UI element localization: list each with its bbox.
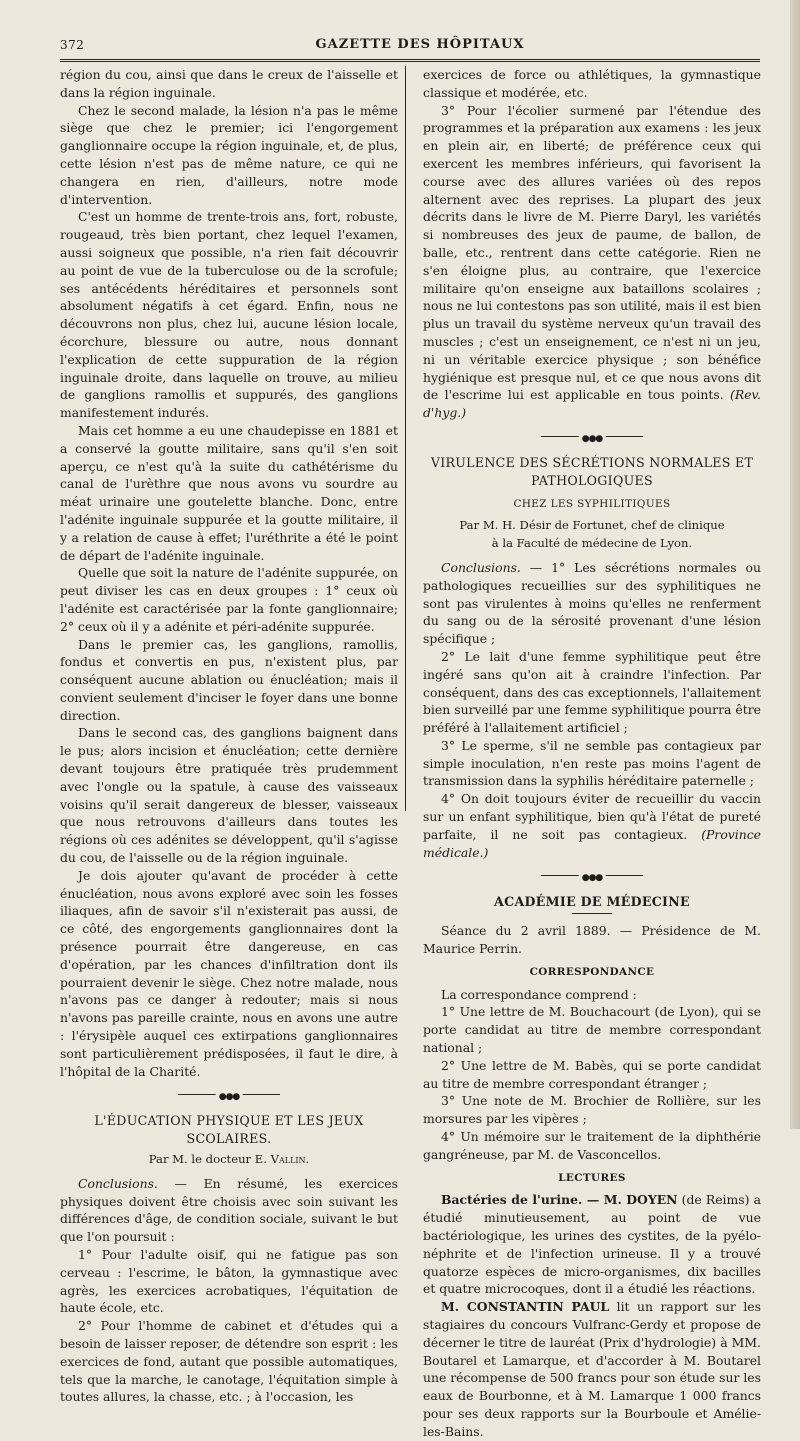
paragraph: 3° Le sperme, s'il ne semble pas contagieux par simple inoculation, n'en reste pas moins l'agent de transmission dans la syphilis héréditaire paternelle ; [423,737,761,789]
header-rule [60,59,760,62]
paragraph-text: — 1° Les sécrétions normales ou pathologiques recueillies sur des syphilitiques ne sont pas virulentes à moins qu'elles ne renferment du sang ou de la sérosité provenant d'une lésion spécifique ; [423,559,761,647]
author-name: Vallin. [270,1152,310,1167]
paragraph: 2° Une lettre de M. Babès, qui se porte candidat au titre de membre correspondant étranger ; [423,1057,761,1091]
paragraph: 2° Pour l'homme de cabinet et d'études qui a besoin de laisser reposer, de détendre son esprit : les exercices de fond, autant que possible automatiques, tels que la marche, le canotage, l'équitation simple à toutes allures, la chasse, etc. ; à l'occasion, les [60,1318,398,1405]
paragraph [423,102,761,422]
paragraph: 1° Pour l'adulte oisif, qui ne fatigue pas son cerveau : l'escrime, le bâton, la gymnastique avec agrès, les exercices acrobatiques, l'équitation de haute école, etc. [60,1247,398,1316]
section-ornament: ●●● [60,1088,398,1102]
paragraph: 3° Une note de M. Brochier de Rollière, sur les morsures par les vipères ; [423,1093,761,1127]
paragraph: Je dois ajouter qu'avant de procéder à cette énucléation, nous avons exploré avec soin les fosses iliaques, afin de savoir s'il n'existerait pas aussi, de ce côté, des engorgements ganglionnaires dont la présence pourrait être dangereuse, en cas d'opération, par les chances d'infiltration dont ils pourraient devenir le siège. Chez notre malade, nous n'avons pas ce danger à redouter; mais si nous n'avons pas pareille crainte, nous en avons une autre : l'érysipèle auquel ces extirpations ganglionnaires sont particulièrement prédisposées, il faut le dire, à l'hôpital de la Charité. [60,867,398,1079]
paragraph: 4° Un mémoire sur le traitement de la diphthérie gangréneuse, par M. de Vasconcellos. [423,1129,761,1162]
paragraph: 1° Une lettre de M. Bouchacourt (de Lyon), qui se porte candidat au titre de membre correspondant national ; [423,1004,761,1056]
paragraph: Dans le premier cas, les ganglions, ramollis, fondus et convertis en pus, n'existent plus, par conséquent aucune ablation ou énucléation; mais il convient seulement d'inciser le foyer dans une bonne direction. [60,636,398,723]
page-number: 372 [60,38,85,52]
lead-in: Bactéries de l'urine. — M. DOYEN [441,1192,678,1208]
paragraph-text: 3° Pour l'écolier surmené par l'étendue des programmes et la préparation aux examens : les jeux en plein air, en liberté; de préférence ceux qui exercent les membres inférieurs, qui favorisent la course avec des allures variées où des repos alternent avec des reprises. La plupart des jeux décrits dans le livre de M. Pierre Daryl, les variétés si nombreuses des jeux de paume, de ballon, de balle, etc., rentrent dans cette catégorie. Rien ne s'en éloigne plus, au contraire, que l'exercice militaire qu'on enseigne aux bataillons scolaires ; nous ne lui contestons pas son utilité, mais il est bien plus un travail du système nerveux qu'un travail des muscles ; c'est un enseignement, ce n'est ni un jeu, ni un véritable exercice physique ; son bénéfice hygiénique est presque nul, et ce que nous avons dit de l'escrime lui est applicable en tous points. [423,102,761,403]
paragraph [423,790,761,861]
paragraph-text: — En résumé, les exercices physiques doivent être choisis avec soin suivant les différences d'âge, de condition sociale, suivant le but que l'on poursuit : [60,1175,398,1245]
page-header [60,38,780,56]
section-ornament: ●●● [423,430,761,444]
paragraph-text: (de Reims) a étudié minutieusement, au point de vue bactériologique, les urines des cystites, de la pyélo-néphrite et de l'infection urineuse. Il y a trouvé quatorze espèces de micro-organismes, dix bacilles et quatre microcoques, dont il a étudié les réactions. [423,1192,761,1297]
conclusions-label: Conclusions. [441,559,521,575]
paragraph: 2° Le lait d'une femme syphilitique peut être ingéré sans qu'on ait à craindre l'infection. Par conséquent, dans des cas exceptionnels, l'allaitement bien surveillé par une femme syphilitique pourra être préféré à l'allaitement artificiel ; [423,648,761,736]
correspondance-heading: CORRESPONDANCE [529,965,655,978]
section-ornament: ●●● [423,869,761,883]
paragraph: Chez le second malade, la lésion n'a pas le même siège que chez le premier; ici l'engorgement ganglionnaire occupe la région inguinale, et, de plus, cette lésion n'est pas de même nature, ce qui ne changera en rien, d'ailleurs, notre mode d'intervention. [60,102,398,207]
paragraph [60,1175,398,1246]
academy-title: ACADÉMIE DE MÉDECINE [494,894,690,910]
right-column [423,66,761,1441]
left-column [60,66,398,1406]
section-subtitle: CHEZ LES SYPHILITIQUES [513,497,671,510]
source-citation: (Province médicale.) [423,826,761,860]
paragraph: région du cou, ainsi que dans le creux de l'aisselle et dans la région inguinale. [60,67,398,100]
lead-in: M. CONSTANTIN PAUL [441,1299,610,1315]
journal-title: GAZETTE DES HÔPITAUX [315,37,525,52]
byline-prefix: Par M. le docteur E. [148,1152,267,1167]
page-edge [790,0,800,1129]
paragraph-text: lit un rapport sur les stagiaires du concours Vulfranc-Gerdy et propose de décerner le titre de lauréat (Prix d'hydrologie) à MM. Boutarel et Lamarque, et d'accorder à M. Boutarel une récompense de 500 francs pour son étude sur les eaux de Bourbonne, et à M. Lamarque 1 000 francs pour ses deux rapports sur la Bourboule et Amélie-les-Bains. [423,1299,761,1439]
section-title: VIRULENCE DES SÉCRÉTIONS NORMALES ET PATHOLOGIQUES [430,454,754,488]
column-divider [405,66,406,811]
byline: Par M. H. Désir de Fortunet, chef de clinique [459,518,725,533]
paragraph [423,1298,761,1440]
byline [60,1151,398,1169]
paragraph: La correspondance comprend : [441,986,637,1002]
byline: à la Faculté de médecine de Lyon. [491,536,693,551]
source-citation: (Rev. d'hyg.) [423,387,761,421]
paragraph-text: 4° On doit toujours éviter de recueillir du vaccin sur un enfant syphilitique, bien qu'à l'état de pureté parfaite, il ne soit pas contagieux. [423,791,761,842]
lectures-heading: LECTURES [558,1171,626,1184]
short-rule [572,913,612,914]
paragraph [423,559,761,648]
conclusions-label: Conclusions. [78,1175,158,1191]
paragraph: Dans le second cas, des ganglions baignent dans le pus; alors incision et énucléation; cette dernière devant toujours être pratiquée très prudemment avec l'ongle ou la spatule, à cause des vaisseaux voisins qu'il serait dangereux de blesser, vaisseaux que nous retrouvons d'ailleurs dans toutes les régions où ces adénites se développent, qu'il s'agisse du cou, de l'aisselle ou de la région inguinale. [60,725,398,866]
seance-line: Séance du 2 avril 1889. — Présidence de M. Maurice Perrin. [423,923,761,957]
section-title: L'ÉDUCATION PHYSIQUE ET LES JEUX SCOLAIRES. [94,1113,364,1147]
paragraph [423,1191,761,1298]
paragraph: Quelle que soit la nature de l'adénite suppurée, on peut diviser les cas en deux groupes : 1° ceux où l'adénite est caractérisée par la fonte ganglionnaire; 2° ceux où il y a adénite et péri-adénite suppurée. [60,565,398,634]
paragraph: exercices de force ou athlétiques, la gymnastique classique et modérée, etc. [423,67,761,100]
paragraph: C'est un homme de trente-trois ans, fort, robuste, rougeaud, très bien portant, chez lequel l'examen, aussi soigneux que possible, n'a rien fait découvrir au point de vue de la tuberculose ou de la scrofule; ses antécédents héréditaires et personnels sont absolument négatifs à cet égard. Enfin, nous ne découvrons non plus, chez lui, aucune lésion locale, écorchure, blessure ou autre, nous donnant l'explication de cette suppuration de la région inguinale droite, dans laquelle on trouve, au milieu de ganglions ramollis et suppurés, des ganglions manifestement indurés. [60,209,398,421]
paragraph: Mais cet homme a eu une chaudepisse en 1881 et a conservé la goutte militaire, sans qu'il s'en soit aperçu, ce n'est qu'à la suite du cathétérisme du canal de l'urèthre que nous avons vu sourdre au méat urinaire une goutelette blanche. Donc, entre l'adénite inguinale suppurée et la goutte militaire, il y a relation de cause à effet; l'uréthrite a été le point de départ de l'adénite inguinale. [60,422,398,563]
